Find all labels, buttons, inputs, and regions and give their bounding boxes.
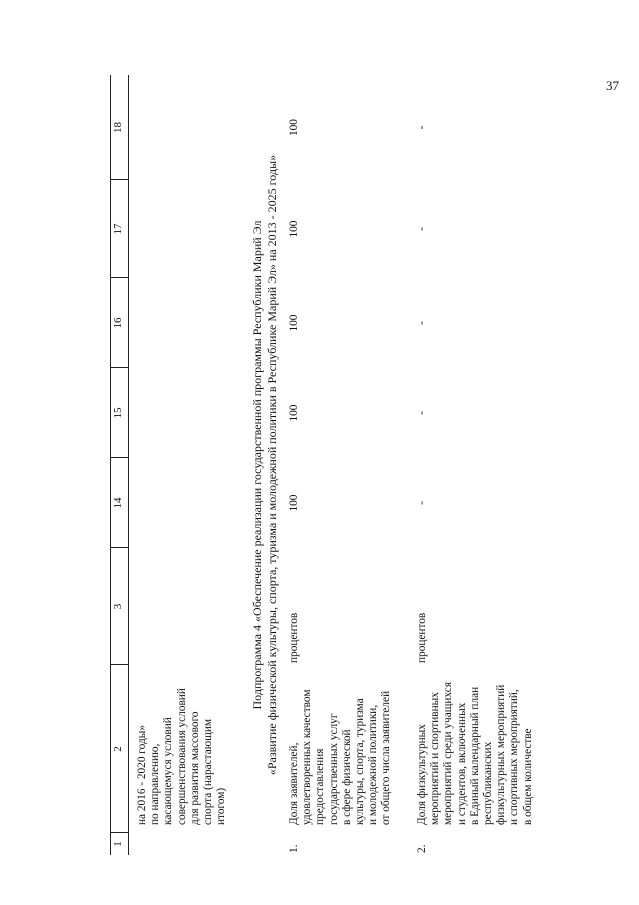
row-2-unit: процентов [416,612,428,663]
subprogram-title: Подпрограмма 4 «Обеспечение реализации государственной программы Республики Марий Эл [250,220,264,710]
text-line: спорта (нарастающим [202,718,215,825]
row-1-value-14: 100 [288,494,300,512]
text-line: культуры, спорта, туризма [354,698,367,825]
page-number: 37 [606,78,619,93]
text-line: совершенствования условий [175,688,188,825]
col-header-1: 1 [112,841,124,847]
text-line: мероприятий и спортивных [429,692,442,825]
text-line: удовлетворенных качеством [301,689,314,825]
subprogram-subtitle: «Развитие физической культуры, спорта, туризма и молодежной политики в Республике Марий Эл» на 2013 - 2025 годы» [265,154,279,776]
row-2-description [416,675,535,825]
text-line: итогом) [215,787,228,825]
continued-row-description [136,675,228,825]
text-line: и молодежной политики, [367,704,380,825]
col-header-16: 16 [112,317,124,329]
text-line: в сфере физической [340,729,353,825]
text-line: на 2016 - 2020 годы» [136,725,148,825]
text-line: по направлению, [149,743,162,825]
text-line: государственных услуг [327,713,340,825]
text-line: физкультурных мероприятий [495,684,508,825]
header-bottom-border [128,75,129,855]
col-header-3: 3 [112,603,124,610]
col-header-18: 18 [112,122,124,133]
text-line: для развития массового [188,711,201,825]
row-1-value-15: 100 [288,404,300,422]
text-line: республиканских [482,741,495,825]
row-1-unit: процентов [288,612,300,663]
text-line: в Единый календарный план [468,686,481,825]
row-1-value-18: 100 [288,119,300,136]
row-1-value-17: 100 [288,220,300,238]
text-line: и спортивных мероприятий, [508,689,521,825]
row-2-value-15: - [416,411,428,415]
text-line: Доля заявителей, [288,742,300,825]
row-2-number: 2. [416,844,428,853]
row-2-value-18: - [416,125,428,130]
table-top-border [110,75,111,855]
text-line: касающемуся условий [162,717,175,825]
col-header-14: 14 [112,497,124,509]
col-header-17: 17 [112,223,124,235]
rotated-table-page [110,75,610,855]
text-line: и студентов, включенных [455,702,468,825]
row-2-value-16: - [416,321,428,325]
text-line: от общего числа заявителей [380,690,393,825]
text-line: Доля физкультурных [416,724,428,825]
col-header-2: 2 [112,746,124,752]
text-line: в общем количестве [521,728,534,825]
row-2-value-14: - [416,501,428,505]
row-1-number: 1. [288,844,300,853]
row-2-value-17: - [416,227,428,231]
text-line: мероприятий среди учащихся [442,681,455,825]
row-1-value-16: 100 [288,314,300,332]
text-line: предоставления [314,748,327,825]
row-1-description [288,675,394,825]
col-header-15: 15 [112,407,124,419]
